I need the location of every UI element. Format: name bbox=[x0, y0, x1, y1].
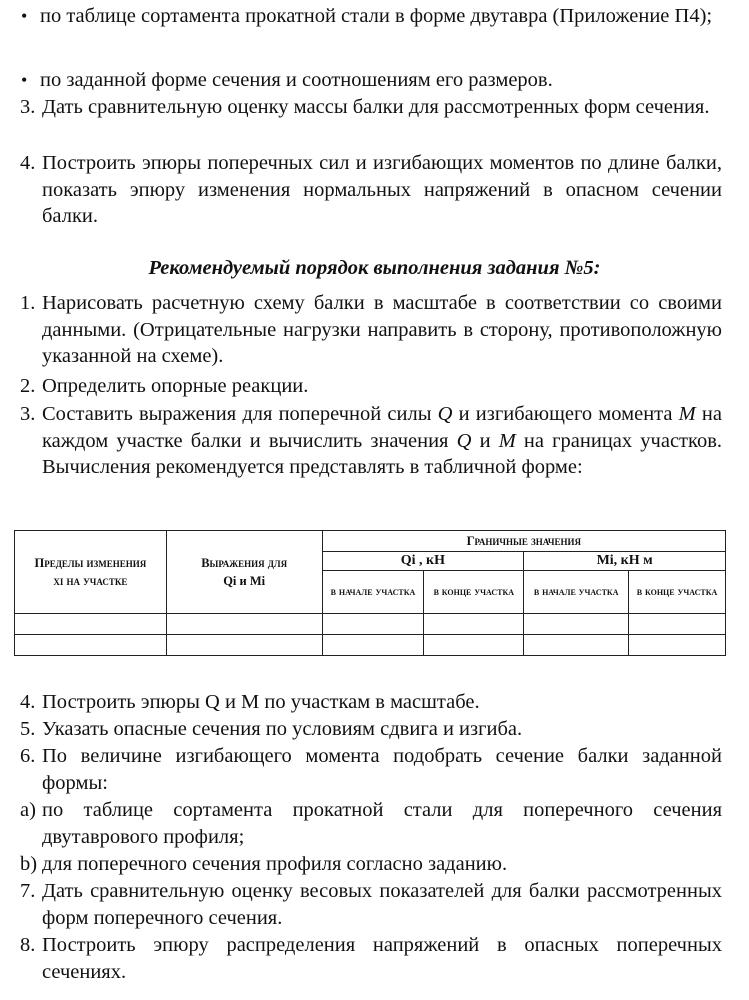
text-run: на границах участков. Вычисления рекомендуется представлять в табличной форме: bbox=[42, 429, 722, 478]
header-q-start: в начале участка bbox=[322, 571, 424, 614]
intro-item-text: Дать сравнительную оценку массы балки для рассмотренных форм сечения. bbox=[42, 96, 710, 118]
intro-item bbox=[20, 150, 722, 230]
table-cell bbox=[322, 614, 424, 635]
bullet-marker: • bbox=[21, 70, 28, 90]
step-item bbox=[20, 797, 722, 850]
header-limits-var: xi на участке bbox=[53, 574, 128, 588]
header-q-end: в конце участка bbox=[424, 571, 524, 614]
list-number: 6. bbox=[20, 745, 36, 767]
boundary-values-table bbox=[14, 530, 726, 656]
header-expressions bbox=[166, 531, 322, 614]
intro-item bbox=[20, 94, 722, 121]
text-run: на каждом участке балки и вычислить значения bbox=[42, 403, 722, 452]
table-cell bbox=[15, 635, 167, 656]
table-cell bbox=[629, 614, 726, 635]
table-cell bbox=[166, 635, 322, 656]
header-m-start: в начале участка bbox=[524, 571, 629, 614]
step-item bbox=[20, 290, 722, 370]
step-text: По величине изгибающего момента подобрать сечение балки заданной формы: bbox=[42, 745, 722, 794]
variable-m: M bbox=[678, 403, 696, 425]
step-text: для поперечного сечения профиля согласно заданию. bbox=[42, 853, 508, 875]
variable-m: M bbox=[498, 429, 516, 452]
intro-item-text: Построить эпюры поперечных сил и изгибающих моментов по длине балки, показать эпюру изменения нормальных напряжений в опасном сечении балки. bbox=[42, 152, 722, 227]
step-text: Указать опасные сечения по условиям сдвига и изгиба. bbox=[42, 718, 523, 740]
table-cell bbox=[424, 635, 524, 656]
header-q-unit: Qi , кН bbox=[322, 552, 524, 571]
list-number: 8. bbox=[20, 934, 36, 956]
step-text: Определить опорные реакции. bbox=[42, 375, 309, 397]
step-text: по таблице сортамента прокатной стали для поперечного сечения двутаврового профиля; bbox=[42, 799, 722, 848]
table-cell bbox=[524, 635, 629, 656]
text-run: и изгибающего момента bbox=[452, 403, 679, 425]
list-letter: a) bbox=[20, 799, 36, 821]
step-text: Построить эпюру распределения напряжений в опасных поперечных сечениях. bbox=[42, 934, 722, 983]
step-text bbox=[42, 401, 722, 481]
header-m-end: в конце участка bbox=[629, 571, 726, 614]
step-text: Дать сравнительную оценку весовых показателей для балки рассмотренных форм поперечного сечения. bbox=[42, 880, 722, 929]
step-item bbox=[20, 716, 722, 743]
table-cell bbox=[166, 614, 322, 635]
header-boundary-values: Граничные значения bbox=[322, 531, 725, 552]
step-item bbox=[20, 373, 722, 400]
intro-item bbox=[20, 3, 722, 30]
text-run: и bbox=[471, 429, 499, 452]
list-number: 4. bbox=[20, 691, 36, 713]
header-limits-label: Пределы изменения bbox=[34, 556, 147, 570]
header-expr-vars: Qi и Mi bbox=[223, 574, 266, 588]
table-cell bbox=[15, 614, 167, 635]
list-letter: b) bbox=[20, 853, 38, 875]
header-limits bbox=[15, 531, 167, 614]
table-cell bbox=[424, 614, 524, 635]
table-cell bbox=[524, 614, 629, 635]
list-number: 4. bbox=[20, 152, 36, 174]
list-number: 2. bbox=[20, 375, 36, 397]
variable-q: Q bbox=[437, 403, 453, 425]
step-item bbox=[20, 401, 722, 481]
header-m-unit: Mi, кН м bbox=[524, 552, 726, 571]
step-item bbox=[20, 878, 722, 931]
list-number: 7. bbox=[20, 880, 36, 902]
section-heading: Рекомендуемый порядок выполнения задания №5: bbox=[148, 257, 601, 279]
intro-item-text: по таблице сортамента прокатной стали в форме двутавра (Приложение П4); bbox=[40, 5, 713, 27]
step-item bbox=[20, 743, 722, 796]
table-row bbox=[15, 614, 726, 635]
step-text: Построить эпюры Q и М по участкам в масштабе. bbox=[42, 691, 480, 713]
header-expr-label: Выражения для bbox=[201, 556, 288, 570]
text-run: Составить выражения для поперечной силы bbox=[42, 403, 438, 425]
intro-item-text: по заданной форме сечения и соотношениям его размеров. bbox=[40, 69, 553, 91]
list-number: 3. bbox=[20, 96, 36, 118]
list-number: 3. bbox=[20, 403, 36, 425]
list-number: 1. bbox=[20, 292, 36, 314]
step-item bbox=[20, 851, 722, 878]
table-cell bbox=[629, 635, 726, 656]
step-text: Нарисовать расчетную схему балки в масштабе в соответствии со своими данными. (Отрицательные нагрузки направить в сторону, противоположную указанной на схеме). bbox=[42, 292, 722, 367]
variable-q: Q bbox=[456, 429, 472, 452]
table-cell bbox=[322, 635, 424, 656]
intro-item bbox=[20, 67, 722, 94]
step-item bbox=[20, 689, 722, 716]
step-item bbox=[20, 932, 722, 985]
table-row bbox=[15, 635, 726, 656]
list-number: 5. bbox=[20, 718, 36, 740]
bullet-marker: • bbox=[21, 6, 28, 26]
